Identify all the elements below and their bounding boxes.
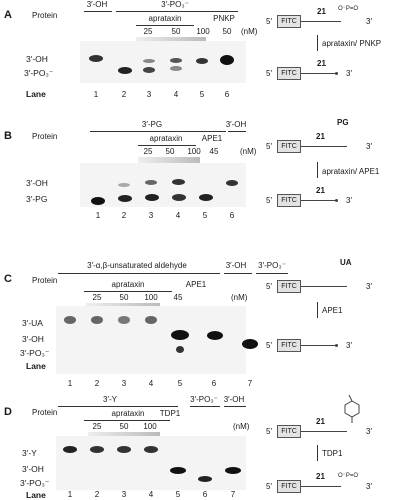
header-line [224,273,252,274]
band-label-3ua: 3′-UA [22,318,43,328]
gel-band [196,58,208,64]
enzyme-line [84,291,172,292]
dna-strand [301,146,347,147]
gel-band [145,316,157,324]
header-line [256,273,288,274]
band-label-3oh: 3′-OH [22,464,44,474]
header-ua: 3′-α,β-unsaturated aldehyde [87,261,187,270]
fitc-box: FITC [277,67,301,80]
header-line [58,406,178,407]
header-3pg: 3′-PG [141,120,163,129]
gel-band [145,194,159,201]
lane-4: 4 [173,90,179,99]
gel-band [170,467,186,474]
header-line [90,131,226,132]
enzyme-line [84,420,170,421]
unit-label: (nM) [231,293,248,302]
scheme-5prime: 5′ [266,196,272,205]
lane-4: 4 [148,490,154,499]
enzyme2-label: TDP1 [159,409,181,418]
conc-1: 25 [143,27,153,36]
lane-3: 3 [121,490,127,499]
reaction-arrow [317,35,318,51]
scheme-3prime: 3′ [346,196,352,205]
lane-3: 3 [146,90,152,99]
lane-2: 2 [94,490,100,499]
enzyme-label: aprataxin [149,134,183,143]
fitc-box: FITC [277,194,301,207]
scheme-5prime: 5′ [266,282,272,291]
lane-5: 5 [202,211,208,220]
header-3po3: 3′-PO₃⁻ [258,261,286,270]
gel-band [118,316,130,324]
panel-letter: C [4,273,12,285]
reaction-arrow [317,445,318,461]
unit-label: (nM) [241,27,258,36]
header-3oh: 3′-OH [223,395,245,404]
lane-5: 5 [175,490,181,499]
dna-strand [301,345,337,346]
dna-strand [301,73,337,74]
gel-band [118,67,132,74]
header-line [224,406,246,407]
strand-length: 21 [316,472,325,481]
enzyme-label: aprataxin [111,280,145,289]
header-3po3: 3′-PO₃⁻ [190,395,218,404]
arrow-label: aprataxin/ PNKP [322,39,382,48]
gel-band [144,446,158,453]
dna-strand [301,21,341,22]
gel-band [170,58,182,63]
gel-band [176,346,184,353]
scheme-3prime: 3′ [366,482,372,491]
lane-label: Lane [26,490,46,500]
conc-1: 25 [92,422,102,431]
tyrosine-ring-icon [341,393,363,423]
conc-4: 50 [222,27,232,36]
gel-band [171,330,189,340]
enzyme-label: aprataxin [148,14,182,23]
scheme-5prime: 5′ [266,69,272,78]
scheme-5prime: 5′ [266,427,272,436]
enzyme-line [138,145,196,146]
gel-band [91,197,105,205]
reaction-arrow [317,162,318,178]
fitc-box: FITC [277,339,301,352]
scheme-3prime: 3′ [366,427,372,436]
band-label-3oh: 3′-OH [26,54,48,64]
gel-band [220,55,234,65]
dna-strand [301,431,347,432]
enzyme2-label: PNKP [213,14,235,23]
lane-6: 6 [202,490,208,499]
panel-letter: D [4,406,12,418]
conc-2: 50 [119,293,129,302]
gel-band [242,339,258,349]
band-label-3oh: 3′-OH [26,178,48,188]
conc-4: 45 [173,293,183,302]
gel-band [63,446,77,453]
strand-length: 21 [316,186,325,195]
strand-length: 21 [316,132,325,141]
lane-7: 7 [247,379,253,388]
pg-group: PG [337,118,349,127]
scheme-3prime: 3′ [366,142,372,151]
band-label-3po3: 3′-PO₃⁻ [20,348,50,358]
lane-2: 2 [121,211,127,220]
dna-strand [301,486,341,487]
gel-band [143,67,155,73]
arrow-label: aprataxin/ APE1 [322,167,380,176]
oh-end [335,199,338,202]
lane-5: 5 [199,90,205,99]
header-line [116,11,238,12]
fitc-box: FITC [277,280,301,293]
header-3oh: 3′-OH [225,120,247,129]
fitc-box: FITC [277,15,301,28]
gel-band [226,180,238,186]
scheme-3prime: 3′ [366,282,372,291]
header-line [228,131,246,132]
conc-1: 25 [143,147,153,156]
lane-1: 1 [67,490,73,499]
fitc-box: FITC [277,480,301,493]
phosphate-group: O⁻P=O [338,473,359,479]
dna-strand [301,286,347,287]
band-label-3y: 3′-Y [22,448,37,458]
header-line [84,11,112,12]
strand-length: 21 [317,7,326,16]
lane-1: 1 [95,211,101,220]
conc-2: 50 [119,422,129,431]
gel-band [145,180,157,185]
lane-5: 5 [177,379,183,388]
band-label-3pg: 3′-PG [26,194,48,204]
strand-length: 21 [317,59,326,68]
gel-band [89,55,103,62]
header-3y: 3′-Y [103,395,117,404]
conc-4: 45 [209,147,219,156]
header-3oh: 3′-OH [86,0,108,9]
lane-4: 4 [175,211,181,220]
phosphate-group: O⁻P=O [338,6,359,12]
gel-band [198,476,212,482]
oh-end [335,344,338,347]
protein-label: Protein [32,276,58,285]
scheme-5prime: 5′ [266,341,272,350]
lane-1: 1 [93,90,99,99]
scheme-5prime: 5′ [266,17,272,26]
conc-2: 50 [171,27,181,36]
conc-3: 100 [196,27,210,36]
lane-4: 4 [148,379,154,388]
enzyme2-label: APE1 [185,280,207,289]
lane-3: 3 [121,379,127,388]
scheme-5prime: 5′ [266,142,272,151]
conc-3: 100 [143,422,157,431]
band-label-3oh: 3′-OH [22,334,44,344]
fitc-box: FITC [277,425,301,438]
enzyme2-label: APE1 [201,134,223,143]
gel-band [172,194,186,201]
header-line [58,273,220,274]
gel-band [199,194,213,201]
enzyme-label: aprataxin [111,409,145,418]
oh-end [335,72,338,75]
protein-label: Protein [32,132,58,141]
gel-band [64,316,76,324]
gel-band [143,59,155,63]
gel-band [118,183,130,187]
enzyme-line [136,25,194,26]
conc-3: 100 [144,293,158,302]
unit-label: (nM) [233,422,250,431]
band-label-3po3: 3′-PO₃⁻ [24,68,54,78]
lane-7: 7 [230,490,236,499]
ua-group: UA [340,258,352,267]
arrow-label: TDP1 [322,449,343,458]
lane-6: 6 [211,379,217,388]
lane-6: 6 [229,211,235,220]
conc-2: 50 [165,147,175,156]
lane-2: 2 [94,379,100,388]
lane-3: 3 [148,211,154,220]
fitc-box: FITC [277,140,301,153]
header-3oh: 3′-OH [225,261,247,270]
scheme-3prime: 3′ [346,69,352,78]
gel-image [56,436,246,490]
gel-band [170,66,182,71]
conc-1: 25 [92,293,102,302]
panel-letter: B [4,130,12,142]
header-line [190,406,220,407]
gel-band [172,179,185,185]
scheme-3prime: 3′ [366,17,372,26]
gel-band [207,331,223,340]
lane-1: 1 [67,379,73,388]
reaction-arrow [317,302,318,318]
panel-letter: A [4,9,12,21]
band-label-3po3: 3′-PO₃⁻ [20,478,50,488]
protein-label: Protein [32,11,58,20]
lane-label: Lane [26,361,46,371]
gel-band [91,316,103,324]
gel-band [225,467,241,474]
gel-band [90,446,104,453]
gel-band [117,446,131,453]
arrow-label: APE1 [322,306,343,315]
strand-length: 21 [316,417,325,426]
protein-label: Protein [32,408,58,417]
lane-6: 6 [224,90,230,99]
conc-3: 100 [187,147,201,156]
scheme-3prime: 3′ [346,341,352,350]
header-3po3: 3′-PO₃⁻ [161,0,189,9]
dna-strand [301,200,337,201]
lane-2: 2 [121,90,127,99]
gel-band [118,195,132,202]
unit-label: (nM) [240,147,257,156]
scheme-5prime: 5′ [266,482,272,491]
lane-label: Lane [26,89,46,99]
